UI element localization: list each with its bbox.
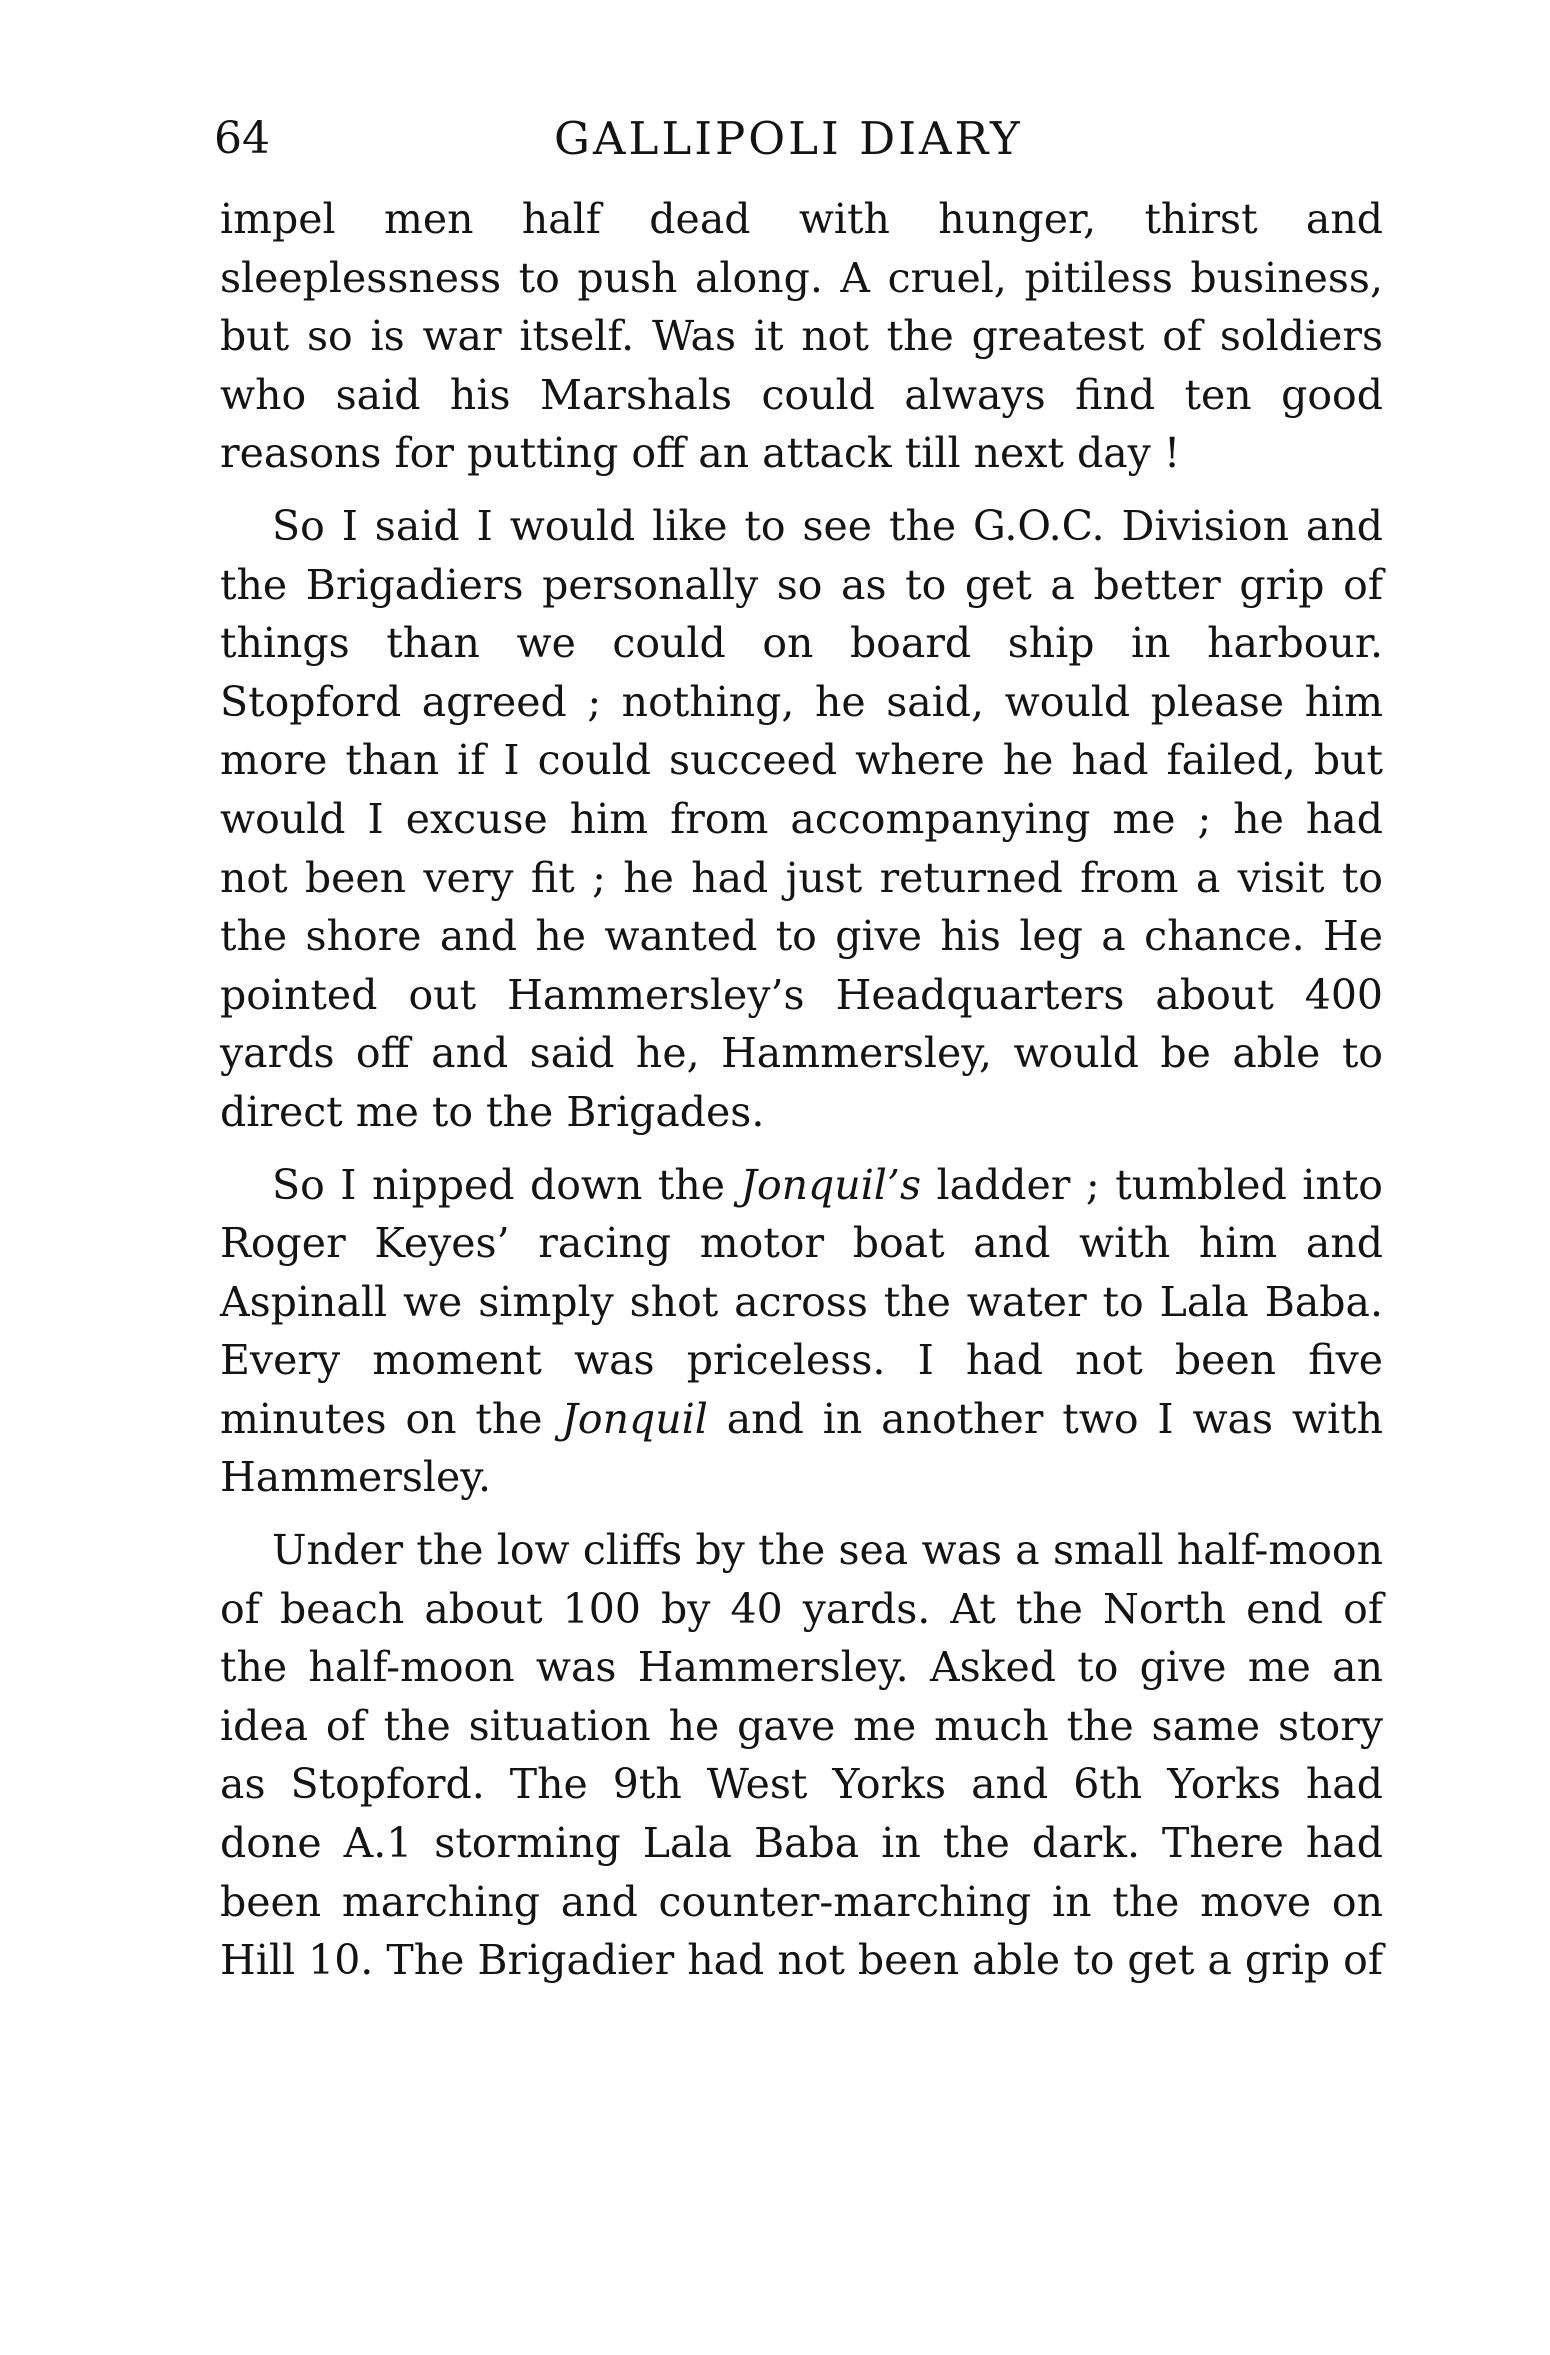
ship-name-italic: Jonquil <box>561 1394 708 1443</box>
paragraph-text: Under the low cliffs by the sea was a small half-moon of beach about 100 by 40 yards. At the North end of the half-moon was Hammersley. Asked to give me an idea of the situation he gave me much the same story as Stopford. The 9th West Yorks and 6th Yorks had done A.1 storming Lala Baba in the dark. There had been marching and counter-marching in the move on Hill 10. The Brigadier had not been able to get a grip of <box>220 1526 1384 1985</box>
paragraph <box>220 1521 1383 1990</box>
paragraph <box>220 1156 1383 1508</box>
page-number: 64 <box>214 113 270 164</box>
paragraph <box>220 497 1383 1142</box>
ship-name-italic: Jonquil’s <box>740 1160 921 1209</box>
paragraph-text: and in another two I was with Hammersley. <box>220 1394 1383 1502</box>
body-text <box>220 190 1383 1990</box>
paragraph-text: ladder ; tumbled into Roger Keyes’ racing motor boat and with him and Aspinall we simply shot across the water to Lala Baba. Every moment was priceless. I had not been five minutes on the <box>220 1160 1383 1443</box>
paragraph-text: impel men half dead with hunger, thirst and sleeplessness to push along. A cruel, pitiless business, but so is war itself. Was it not the greatest of soldiers who said his Marshals could always find ten good reasons for putting off an attack till next day ! <box>220 195 1383 478</box>
page-header <box>214 104 1214 174</box>
paragraph-text: So I nipped down the <box>272 1160 741 1209</box>
running-title: GALLIPOLI DIARY <box>554 112 1023 165</box>
paragraph-text: So I said I would like to see the G.O.C. Division and the Brigadiers personally so as to get a better grip of things than we could on board ship in harbour. Stopford agreed ; nothing, he said, would please him more than if I could succeed where he had failed, but would I excuse him from accompanying me ; he had not been very fit ; he had just returned from a visit to the shore and he wanted to give his leg a chance. He pointed out Hammersley’s Headquarters about 400 yards off and said he, Hammersley, would be able to direct me to the Brigades. <box>220 501 1383 1136</box>
paragraph <box>220 190 1383 483</box>
